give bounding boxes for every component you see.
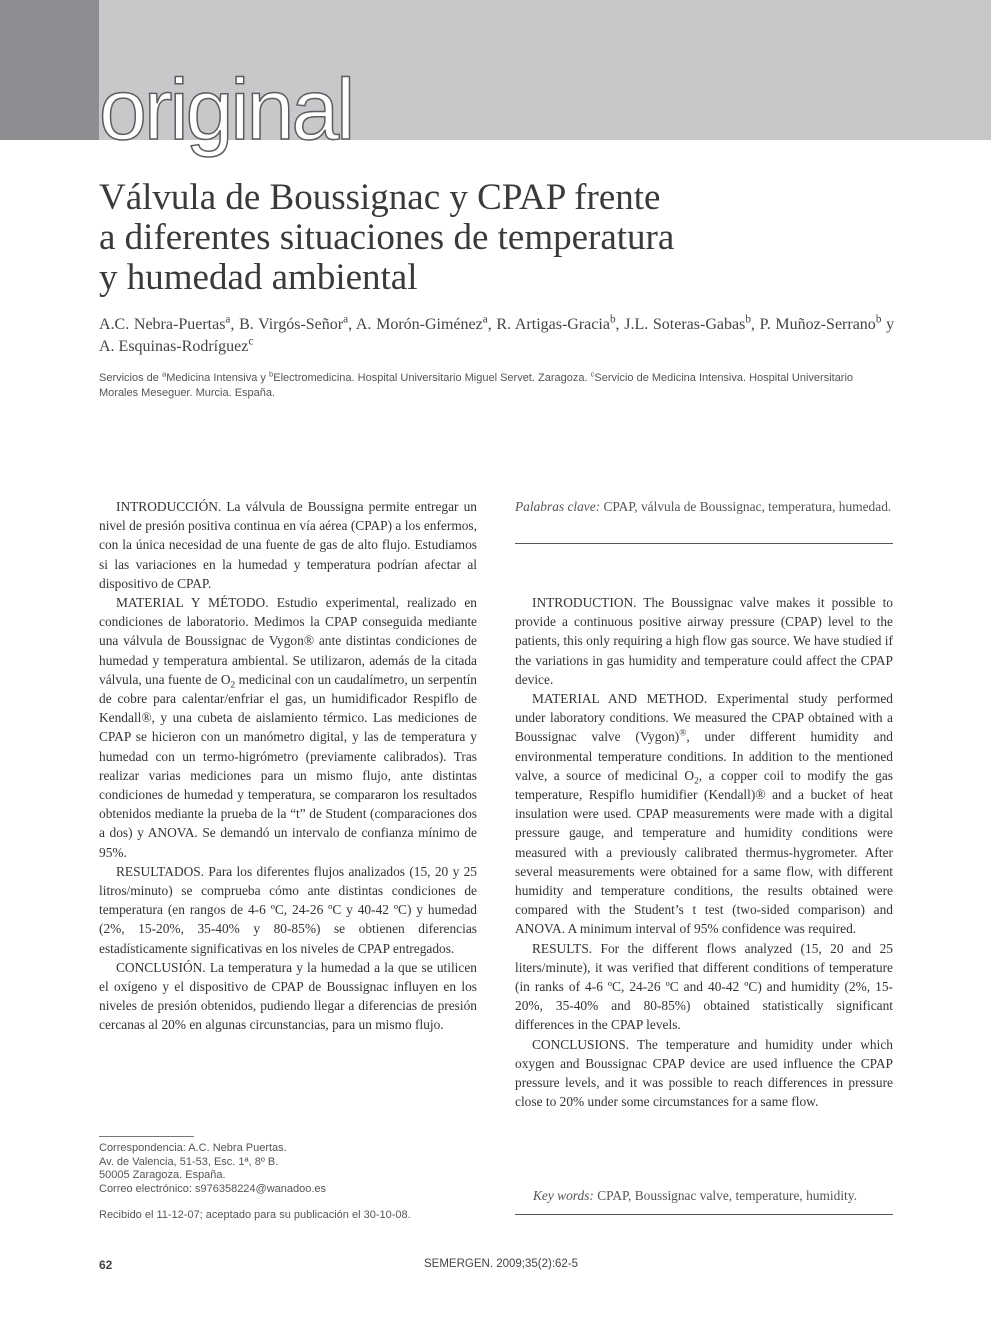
correspondence-line: Correspondencia: A.C. Nebra Puertas. [99, 1142, 287, 1154]
author: R. Artigas-Gracia [496, 316, 610, 333]
journal-citation: SEMERGEN. 2009;35(2):62-5 [424, 1258, 579, 1270]
author-affil-mark: c [248, 335, 254, 348]
footnote-rule [99, 1136, 194, 1137]
affiliations: Servicios de $^a$Medicina Intensiva y $^b$Electromedicina. Hospital Universitario Miguel Servet. Zaragoza. $^c$Servicio de Medicina Intensiva. Hospital Universitario Morales Meseguer. Murcia. España. [99, 369, 854, 399]
correspondence-line: Av. de Valencia, 51-53, Esc. 1ª, 8º B. [99, 1155, 279, 1168]
divider [515, 543, 893, 544]
abstract-spanish [99, 497, 477, 1035]
page-number: 62 [99, 1258, 113, 1272]
header-dark-block [0, 0, 99, 140]
author-affil-mark: a [225, 313, 231, 326]
received-dates: Recibido el 11-12-07; aceptado para su publicación el 30-10-08. [99, 1209, 411, 1221]
author-affil-mark: a [343, 313, 349, 326]
abstract-conclusion: CONCLUSIÓN. La temperatura y la humedad a la que se utilicen el oxígeno y el dispositivo de CPAP de Boussignac influyen en los niveles de presión obtenidos, pudiendo llegar a diferencias de presión cercanas al 20% en algunas circunstancias, para un mismo flujo. [99, 959, 477, 1033]
author: A.C. Nebra-Puertas [99, 316, 226, 333]
keywords-english: Key words: CPAP, Boussignac valve, temperature, humidity. [533, 1188, 857, 1203]
abstract-conclusion: CONCLUSIONS. The temperature and humidity under which oxygen and Boussignac CPAP device are used influence the CPAP pressure levels, and it was possible to reach differences in pressure close to 20% under some circumstances for a same flow. [515, 1036, 893, 1110]
author: A. Morón-Giménez [355, 316, 483, 333]
author: P. Muñoz-Serrano [759, 316, 876, 333]
abstract-intro: INTRODUCCIÓN. La válvula de Boussigna permite entregar un nivel de presión positiva continua en vía aérea (CPAP) a los enfermos, con la única necesidad de una fuente de gas de alto flujo. Estudiamos si las variaciones en la humedad y temperatura podrían afectar al dispositivo de CPAP. [99, 499, 477, 591]
abstract-english [515, 593, 893, 1111]
author-list: A.C. Nebra-Puertas$^a$, B. Virgós-Señor$^a$, A. Morón-Giménez$^a$, R. Artigas-Gracia$^b$, J.L. Soteras-Gabas$^b$, P. Muñoz-Serrano$^b$ y A. Esquinas-Rodríguez$^c$ [99, 313, 895, 355]
keywords-spanish: Palabras clave: CPAP, válvula de Boussignac, temperatura, humedad. [515, 499, 892, 514]
author-affil-mark: b [609, 313, 616, 326]
title-line: a diferentes situaciones de temperatura [99, 217, 675, 258]
article-title [99, 178, 899, 298]
author: A. Esquinas-Rodríguez [99, 338, 249, 355]
author-affil-mark: b [745, 313, 751, 326]
section-label: original [99, 62, 353, 158]
correspondence-email: Correo electrónico: s976358224@wanadoo.es [99, 1182, 327, 1195]
abstract-intro: INTRODUCTION. The Boussignac valve makes it possible to provide a continuous positive airway pressure (CPAP) level to the patients, this only requiring a high flow gas source. We have studied if the variations in gas humidity and temperature could affect the CPAP device. [515, 595, 893, 687]
divider [515, 1214, 893, 1215]
title-line: y humedad ambiental [99, 257, 418, 298]
correspondence [99, 1142, 479, 1196]
author: B. Virgós-Señor [239, 316, 344, 333]
abstract-method: MATERIAL AND METHOD. Experimental study performed under laboratory conditions. We measured the CPAP obtained with a Boussignac valve (Vygon)®, under different humidity and environmental temperature conditions. In addition to the mentioned valve, a source of medicinal $O_2$, a copper coil to modify the gas temperature, Respiflo humidifier (Kendall)® and a bucket of heat insulation were used. CPAP measurements were made with a digital pressure gauge, and temperature and humidity conditions were measured with a previously calibrated thermus-hygrometer. After several measurements were obtained for a same flow, with different humidity and temperature conditions, the results obtained were compared with the Student’s t test (two-sided comparison) and ANOVA. A minimum interval of 95% confidence was required. [515, 691, 893, 937]
abstract-results: RESULTS. For the different flows analyzed (15, 20 and 25 liters/minute), it was verified that different conditions of temperature (in ranks of 4-6 ºC, 24-26 ºC and 40-42 ºC) and humidity (2%, 15-20%, 35-40% and 80-85%) obtained statistically significant differences in the CPAP levels. [515, 940, 893, 1033]
author-affil-mark: a [482, 313, 488, 326]
title-line: Válvula de Boussignac y CPAP frente [99, 177, 661, 218]
abstract-method: MATERIAL Y MÉTODO. Estudio experimental, realizado en condiciones de laboratorio. Medimos la CPAP conseguida mediante una válvula de Boussignac de Vygon® ante distintas condiciones de humedad y temperatura ambiental. Se utilizaron, además de la citada válvula, una fuente de $O_2$ medicinal con un caudalímetro, un serpentín de cobre para calentar/enfriar el gas, un humidificador Respiflo de Kendall®, y una cubeta de aislamiento térmico. Las mediciones de CPAP se hicieron con un manómetro digital, y las de temperatura y humedad con un termo-higrómetro (previamente calibrados). Tras realizar varias mediciones para un mismo flujo, ante distintas condiciones de humedad y temperatura, se compararon los resultados obtenidos mediante la prueba de la “t” de Student (comparaciones dos a dos) y ANOVA. Se demandó un intervalo de confianza mínimo de 95%. [99, 595, 477, 860]
correspondence-line: 50005 Zaragoza. España. [99, 1169, 226, 1181]
author: J.L. Soteras-Gabas [624, 316, 746, 333]
author-affil-mark: b [875, 313, 882, 326]
abstract-results: RESULTADOS. Para los diferentes flujos analizados (15, 20 y 25 litros/minuto) se comprueba cómo ante distintas condiciones de temperatura (en rangos de 4-6 ºC, 24-26 ºC y 40-42 ºC) y humedad (2%, 15-20%, 35-40% y 80-85%) se obtienen diferencias estadísticamente significativas en los niveles de CPAP entregados. [99, 863, 477, 956]
